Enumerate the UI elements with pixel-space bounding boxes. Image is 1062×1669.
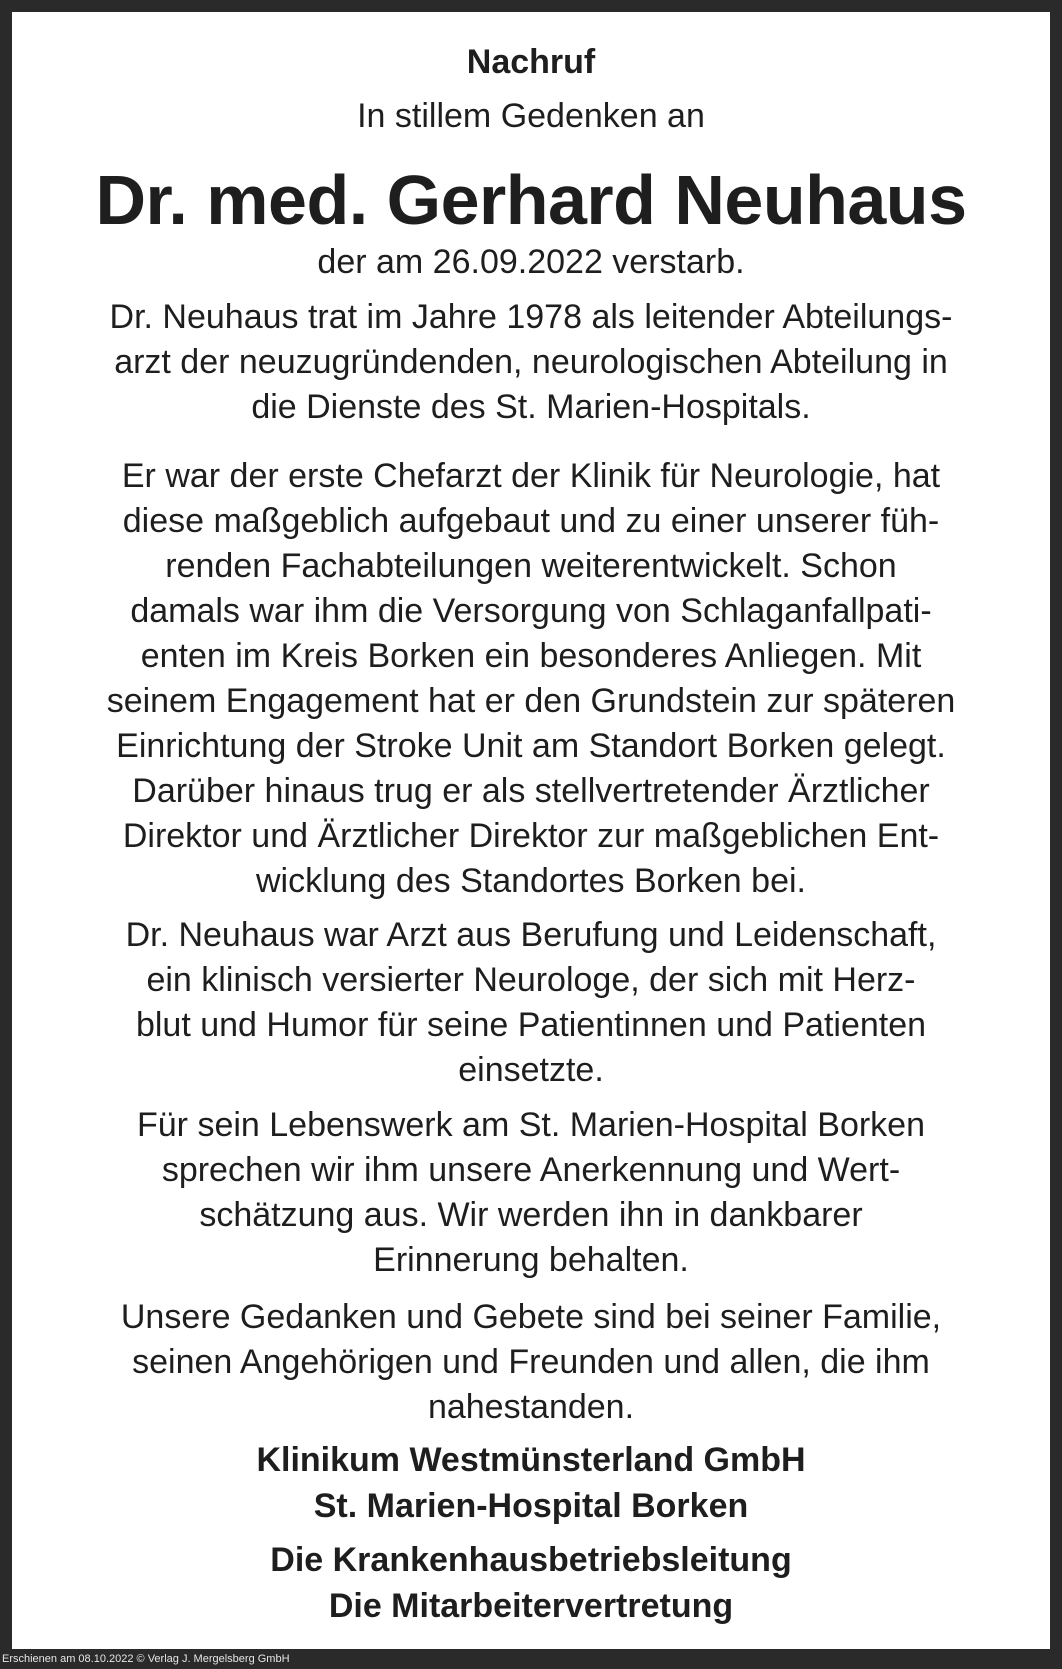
institution-name: Klinikum Westmünsterland GmbH <box>256 1441 806 1479</box>
text-line: seinem Engagement hat er den Grundstein zur späteren <box>106 682 956 720</box>
text-line: Unsere Gedanken und Gebete sind bei seiner Familie, <box>120 1298 942 1336</box>
signature-institution <box>12 1437 1050 1529</box>
hospital-name: St. Marien-Hospital Borken <box>313 1487 749 1525</box>
management-group: Die Krankenhausbetriebsleitung <box>270 1541 792 1579</box>
text-line: Dr. Neuhaus war Arzt aus Berufung und Leidenschaft, <box>125 916 937 954</box>
deceased-name: Dr. med. Gerhard Neuhaus <box>95 161 967 239</box>
text-line: nahestanden. <box>427 1388 635 1426</box>
text-line: schätzung aus. Wir werden ihn in dankbarer <box>199 1196 863 1234</box>
signature-groups <box>12 1537 1050 1629</box>
text-line: ein klinisch versierter Neurologe, der sich mit Herz- <box>146 961 916 999</box>
text-line: Einrichtung der Stroke Unit am Standort Borken gelegt. <box>116 727 946 765</box>
paragraph-condolence <box>12 1295 1050 1430</box>
text-line: enten im Kreis Borken ein besonderes Anliegen. Mit <box>140 637 922 675</box>
text-line: die Dienste des St. Marien-Hospitals. <box>251 388 811 426</box>
text-line: Dr. Neuhaus trat im Jahre 1978 als leitender Abteilungs- <box>109 298 953 336</box>
text-line: blut und Humor für seine Patientinnen und Patienten <box>135 1006 927 1044</box>
text-line: seinen Angehörigen und Freunden und allen, die ihm <box>132 1343 930 1381</box>
text-line: arzt der neuzugründenden, neurologischen Abteilung in <box>114 343 948 381</box>
text-line: Er war der erste Chefarzt der Klinik für Neurologie, hat <box>121 457 941 495</box>
text-line: Direktor und Ärztlicher Direktor zur maßgeblichen Ent- <box>122 817 940 855</box>
publication-footer: Erschienen am 08.10.2022 © Verlag J. Mergelsberg GmbH <box>2 1653 290 1665</box>
text-line: damals war ihm die Versorgung von Schlaganfallpati- <box>130 592 932 630</box>
text-line: sprechen wir ihm unsere Anerkennung und Wert- <box>161 1151 901 1189</box>
text-line: renden Fachabteilungen weiterentwickelt. Schon <box>165 547 897 585</box>
text-line: Darüber hinaus trug er als stellvertretender Ärztlicher <box>132 772 930 810</box>
paragraph-character <box>12 913 1050 1093</box>
paragraph-appreciation <box>12 1103 1050 1283</box>
text-line: wicklung des Standortes Borken bei. <box>256 862 806 900</box>
text-line: Erinnerung behalten. <box>373 1241 689 1279</box>
text-line: einsetzte. <box>458 1051 604 1089</box>
text-line: diese maßgeblich aufgebaut und zu einer unserer füh- <box>122 502 940 540</box>
death-date-line: der am 26.09.2022 verstarb. <box>317 243 745 281</box>
paragraph-achievements <box>12 454 1050 904</box>
paragraph-career-start <box>12 295 1050 430</box>
obituary-notice <box>12 12 1050 1649</box>
text-line: Für sein Lebenswerk am St. Marien-Hospital Borken <box>137 1106 925 1144</box>
notice-subheading: In stillem Gedenken an <box>357 97 705 135</box>
staff-council-group: Die Mitarbeitervertretung <box>328 1587 734 1625</box>
notice-heading: Nachruf <box>466 43 596 81</box>
